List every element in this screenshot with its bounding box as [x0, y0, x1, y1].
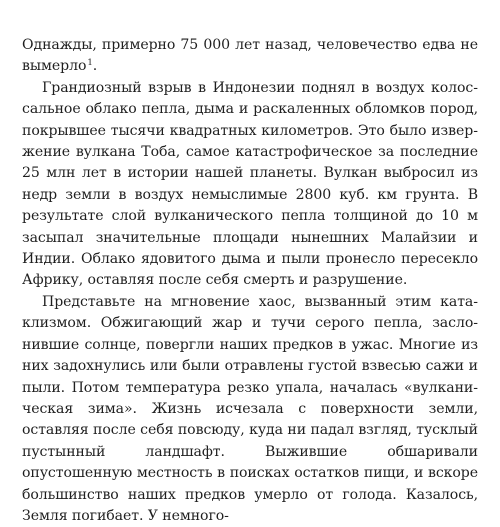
paragraph-intro [22, 35, 478, 78]
paragraph-cataclysm: Представьте на мгновение хаос, вызванный этим катаклизмом. Обжигающий жар и тучи серого пепла, заслонившие солнце, повергли наших предков в ужас. Многие из них задохнулись или были отравлены густой взвесью сажи и пыли. Потом температура резко упала, началась «вулканическая зима». Жизнь исчезала с поверхности земли, оставляя после себя повсюду, куда ни падал взгляд, тусклый пустынный ландшафт. Выжившие обшаривали опустошенную местность в поисках остатков пищи, и вскоре большинство наших предков умерло от голода. Казалось, Земля погибает. У немного- [22, 293, 478, 524]
paragraph-toba-eruption: Грандиозный взрыв в Индонезии поднял в воздух колоссальное облако пепла, дыма и раскаленных обломков пород, покрывшее тысячи квадратных километров. Это было извержение вулкана Тоба, самое катастрофическое за последние 25 млн лет в истории нашей планеты. Вулкан выбросил из недр земли в воздух немыслимые 2800 куб. км грунта. В результате слой вулканического пепла толщиной до 10 м засыпал значительные площади нынешних Малайзии и Индии. Облако ядовитого дыма и пыли пронесло пересекло Африку, оставляя после себя смерть и разрушение. [22, 79, 478, 289]
book-page [22, 0, 478, 524]
paragraph-intro-text: Однажды, примерно 75 000 лет назад, человечество едва не вымерло [22, 37, 478, 75]
footnote-marker[interactable]: 1 [87, 57, 93, 68]
paragraph-intro-period: . [92, 58, 98, 75]
